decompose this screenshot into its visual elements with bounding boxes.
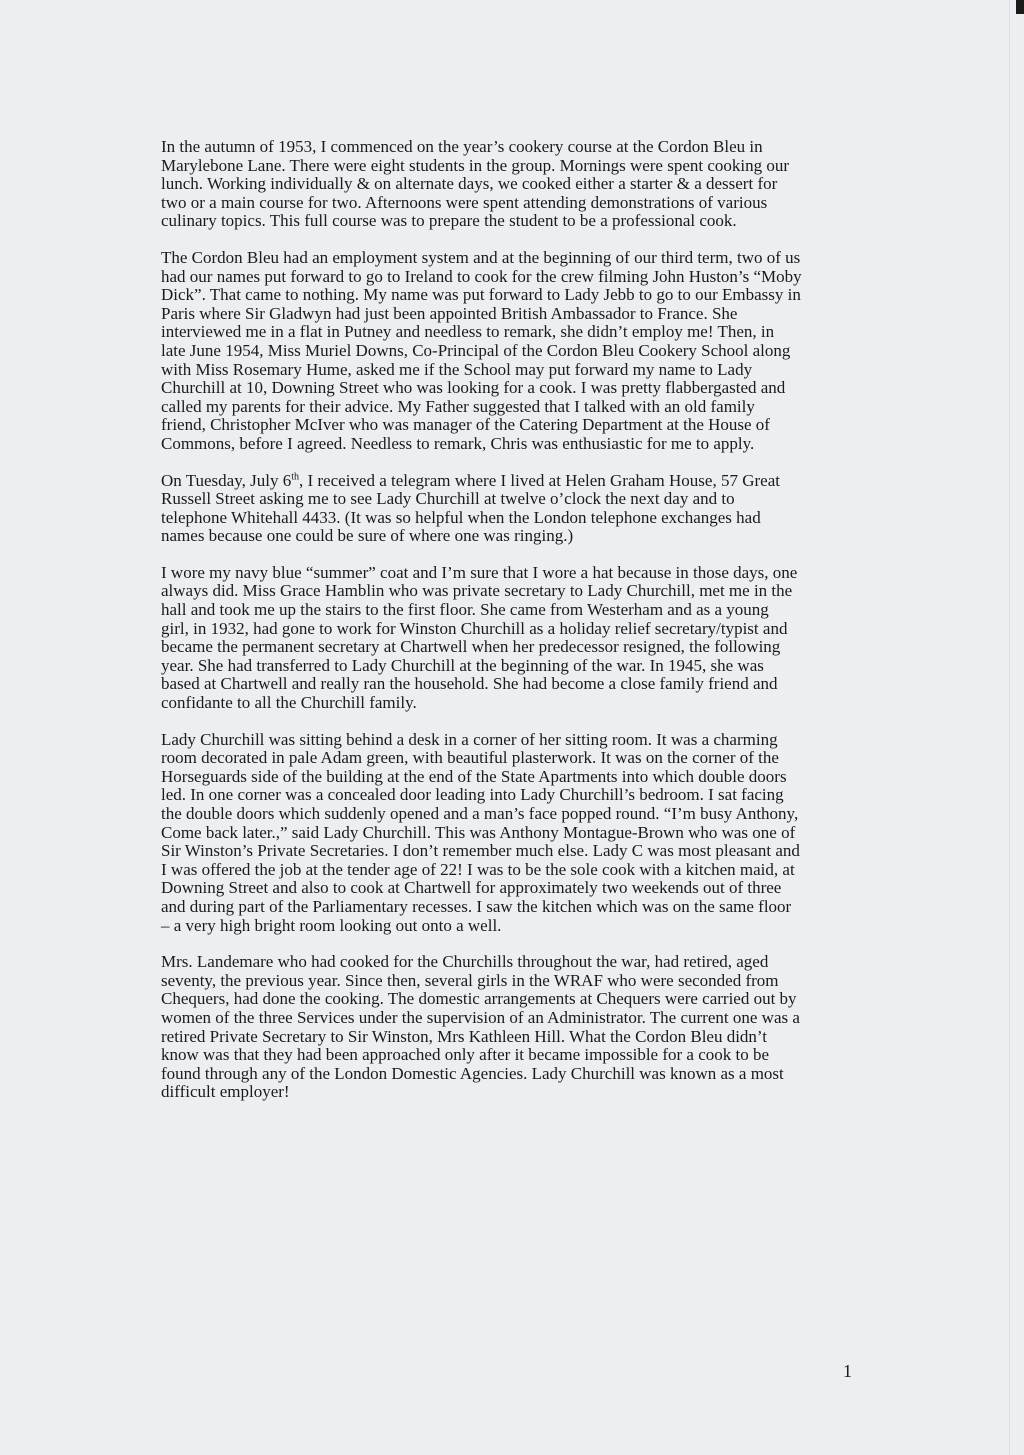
page-number: 1 [843,1361,852,1381]
paragraph-employment-system: The Cordon Bleu had an employment system and at the beginning of our third term, two of us had our names put forward to go to Ireland to cook for the crew filming John Huston’s “Moby Dick”. That came to nothing. My name was put forward to Lady Jebb to go to our Embassy in Paris where Sir Gladwyn had just been appointed British Ambassador to France. She interviewed me in a flat in Putney and needless to remark, she didn’t employ me! Then, in late June 1954, Miss Muriel Downs, Co-Principal of the Cordon Bleu Cookery School along with Miss Rosemary Hume, asked me if the School may put forward my name to Lady Churchill at 10, Downing Street who was looking for a cook. I was pretty flabbergasted and called my parents for their advice. My Father suggested that I talked with an old family friend, Christopher McIver who was manager of the Catering Department at the House of Commons, before I agreed. Needless to remark, Chris was enthusiastic for me to apply. [161,247,802,453]
document-body [161,138,863,1120]
paper-edge-line [1009,0,1010,1455]
paragraph-telegram-rest: , I received a telegram where I lived at Helen Graham House, 57 Great Russell Street asking me to see Lady Churchill at twelve o’clock the next day and to telephone Whitehall 4433. (It was so helpful when the London telephone exchanges had names because one could be sure of where one was ringing.) [161,470,780,546]
paragraph-telegram [161,472,863,546]
scan-corner-mark [1016,0,1024,14]
paragraph-mrs-landemare: Mrs. Landemare who had cooked for the Churchills throughout the war, had retired, aged seventy, the previous year. Since then, several girls in the WRAF who were seconded from Chequers, had done the cooking. The domestic arrangements at Chequers were carried out by women of the three Services under the supervision of an Administrator. The current one was a retired Private Secretary to Sir Winston, Mrs Kathleen Hill. What the Cordon Bleu didn’t know was that they had been approached only after it became impossible for a cook to be found through any of the London Domestic Agencies. Lady Churchill was known as a most difficult employer! [161,952,800,1102]
paragraph-sitting-room: Lady Churchill was sitting behind a desk in a corner of her sitting room. It was a charming room decorated in pale Adam green, with beautiful plasterwork. It was on the corner of the Horseguards side of the building at the end of the State Apartments into which double doors led. In one corner was a concealed door leading into Lady Churchill’s bedroom. I sat facing the double doors which suddenly opened and a man’s face popped round. “I’m busy Anthony, Come back later.,” said Lady Churchill. This was Anthony Montague-Brown who was one of Sir Winston’s Private Secretaries. I don’t remember much else. Lady C was most pleasant and I was offered the job at the tender age of 22! I was to be the sole cook with a kitchen maid, at Downing Street and also to cook at Chartwell for approximately two weekends out of three and during part of the Parliamentary recesses. I saw the kitchen which was on the same floor – a very high bright room looking out onto a well. [161,729,800,935]
paragraph-grace-hamblin: I wore my navy blue “summer” coat and I’m sure that I wore a hat because in those days, one always did. Miss Grace Hamblin who was private secretary to Lady Churchill, met me in the hall and took me up the stairs to the first floor. She came from Westerham and as a young girl, in 1932, had gone to work for Winston Churchill as a holiday relief secretary/typist and became the permanent secretary at Chartwell when her predecessor resigned, the following year. She had transferred to Lady Churchill at the beginning of the war. In 1945, she was based at Chartwell and really ran the household. She had become a close family friend and confidante to all the Churchill family. [161,562,798,713]
paragraph-cordon-bleu-course: In the autumn of 1953, I commenced on the year’s cookery course at the Cordon Bleu in Marylebone Lane. There were eight students in the group. Mornings were spent cooking our lunch. Working individually & on alternate days, we cooked either a starter & a dessert for two or a main course for two. Afternoons were spent attending demonstrations of various culinary topics. This full course was to prepare the student to be a professional cook. [161,137,790,231]
paragraph-telegram-start: On Tuesday, July 6 [161,470,292,490]
ordinal-superscript: th [291,470,299,482]
